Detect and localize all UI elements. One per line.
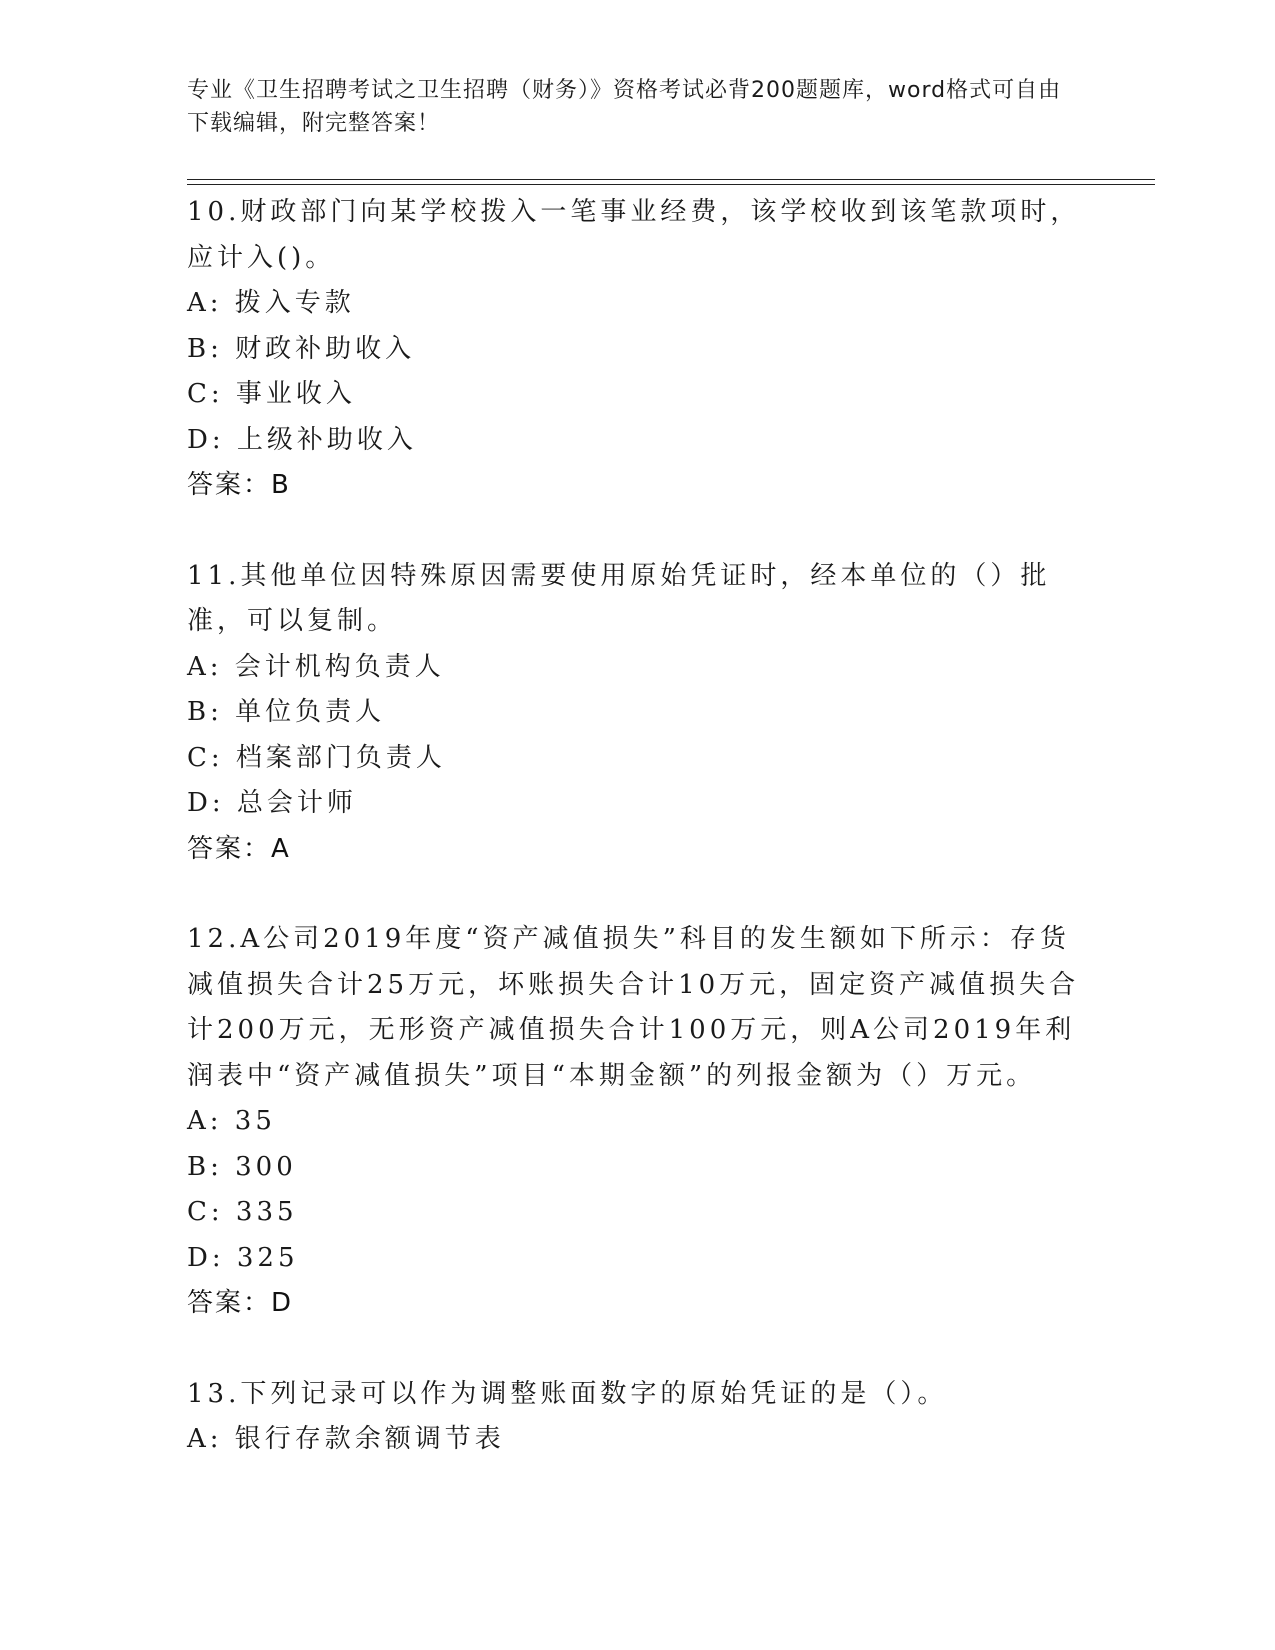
answer-line: 答案：B bbox=[187, 470, 291, 500]
option-b: B: 单位负责人 bbox=[187, 697, 386, 727]
option-c: C: 档案部门负责人 bbox=[187, 742, 446, 773]
question-text: 11.其他单位因特殊原因需要使用原始凭证时，经本单位的（）批准，可以复制。 bbox=[187, 560, 1051, 636]
question-item-11 bbox=[187, 554, 1087, 873]
option-d: D: 总会计师 bbox=[187, 788, 357, 818]
document-header: 专业《卫生招聘考试之卫生招聘（财务）》资格考试必背200题题库，word格式可自由下载编辑，附完整答案！ bbox=[187, 78, 1062, 136]
option-b: B: 300 bbox=[187, 1151, 297, 1182]
question-item-12 bbox=[187, 917, 1087, 1327]
option-d: D: 325 bbox=[187, 1242, 299, 1273]
option-c: C: 事业收入 bbox=[187, 379, 356, 409]
question-text: 13.下列记录可以作为调整账面数字的原始凭证的是（）。 bbox=[187, 1378, 948, 1409]
option-a: A: 银行存款余额调节表 bbox=[187, 1424, 505, 1454]
option-b: B: 财政补助收入 bbox=[187, 333, 416, 364]
option-d: D: 上级补助收入 bbox=[187, 424, 417, 455]
header-divider-top bbox=[187, 179, 1155, 180]
header-divider-bottom bbox=[187, 184, 1155, 185]
option-a: A: 会计机构负责人 bbox=[187, 651, 445, 682]
answer-line: 答案：D bbox=[187, 1288, 294, 1318]
option-a: A: 拨入专款 bbox=[187, 288, 355, 318]
question-text: 12.A公司2019年度“资产减值损失”科目的发生额如下所示：存货减值损失合计25万元，坏账损失合计10万元，固定资产减值损失合计200万元，无形资产减值损失合计100万元，则A公司2019年利润表中“资产减值损失”项目“本期金额”的列报金额为（）万元。 bbox=[187, 924, 1080, 1091]
answer-line: 答案：A bbox=[187, 833, 291, 864]
question-text: 10.财政部门向某学校拨入一笔事业经费，该学校收到该笔款项时，应计入()。 bbox=[187, 197, 1081, 273]
question-item-10 bbox=[187, 190, 1087, 509]
question-list bbox=[187, 190, 1087, 1508]
option-a: A: 35 bbox=[187, 1106, 276, 1136]
question-item-13 bbox=[187, 1372, 1087, 1463]
option-c: C: 335 bbox=[187, 1197, 298, 1227]
